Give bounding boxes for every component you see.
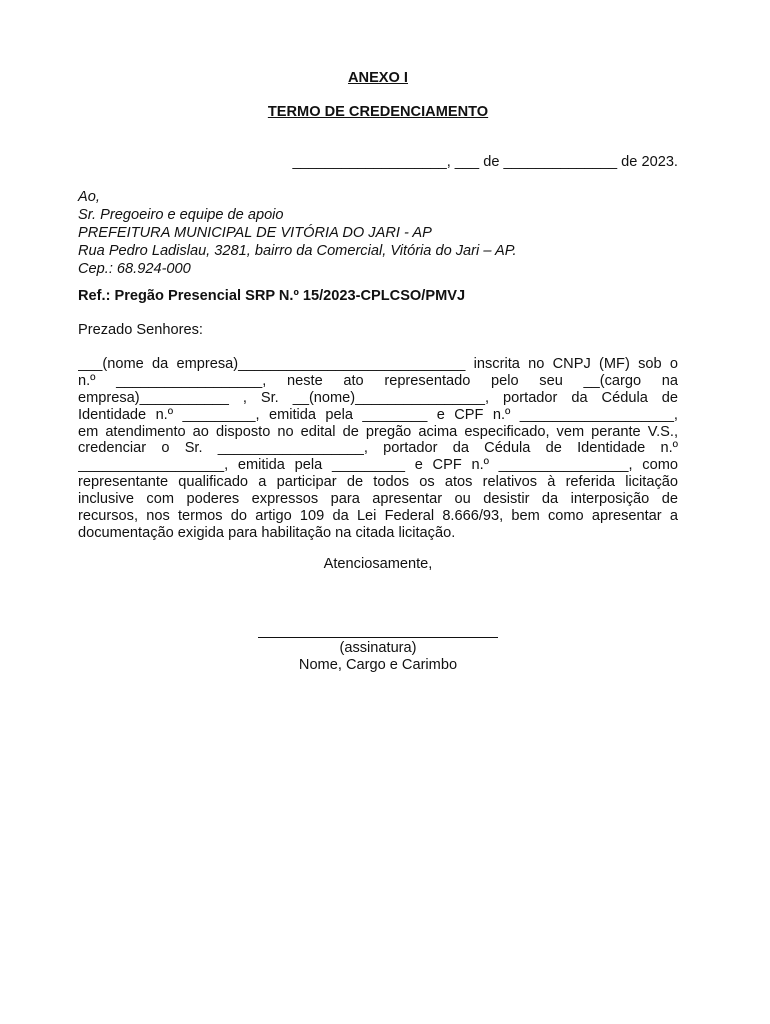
address-line: Rua Pedro Ladislau, 3281, bairro da Comercial, Vitória do Jari – AP. xyxy=(78,243,517,259)
body-line: empresa)___________ , Sr. __(nome)________________, portador da Cédula de xyxy=(78,389,678,406)
annex-heading: ANEXO I xyxy=(347,70,408,86)
body-line: inclusive com poderes expressos para apresentar ou desistir da interposição de xyxy=(78,491,678,508)
body-line: documentação exigida para habilitação na citada licitação. xyxy=(78,524,456,541)
body-paragraph xyxy=(78,356,678,542)
body-line: em atendimento ao disposto no edital de pregão acima especificado, vem perante V.S., xyxy=(78,423,678,440)
body-line: credenciar o Sr. __________________, portador da Cédula de Identidade n.º xyxy=(78,440,678,457)
signature-label: (assinatura) xyxy=(339,640,417,656)
reference-line: Ref.: Pregão Presencial SRP N.º 15/2023-CPLCSO/PMVJ xyxy=(78,288,466,304)
document-page xyxy=(78,0,678,1024)
address-line: Sr. Pregoeiro e equipe de apoio xyxy=(78,207,284,223)
body-line: representante qualificado a participar de todos os atos relativos à referida licitação xyxy=(78,474,678,491)
signature-caption: Nome, Cargo e Carimbo xyxy=(298,657,458,673)
closing: Atenciosamente, xyxy=(323,556,433,572)
address-line: Ao, xyxy=(78,189,100,205)
body-line: ___(nome da empresa)____________________________ inscrita no CNPJ (MF) sob o xyxy=(78,356,678,372)
body-line: n.º __________________, neste ato representado pelo seu __(cargo na xyxy=(78,372,678,389)
address-line: PREFEITURA MUNICIPAL DE VITÓRIA DO JARI - AP xyxy=(78,225,432,241)
address-line: Cep.: 68.924-000 xyxy=(78,261,191,277)
body-line: Identidade n.º _________, emitida pela ________ e CPF n.º ___________________, xyxy=(78,406,678,423)
body-line: __________________, emitida pela _________ e CPF n.º ________________, como xyxy=(78,457,678,474)
body-line: recursos, nos termos do artigo 109 da Lei Federal 8.666/93, bem como apresentar a xyxy=(78,508,678,525)
address-block xyxy=(78,188,517,278)
document-title: TERMO DE CREDENCIAMENTO xyxy=(267,104,489,120)
greeting: Prezado Senhores: xyxy=(78,322,203,338)
date-line: ___________________, ___ de ______________ de 2023. xyxy=(292,154,678,170)
signature-line xyxy=(258,637,498,638)
